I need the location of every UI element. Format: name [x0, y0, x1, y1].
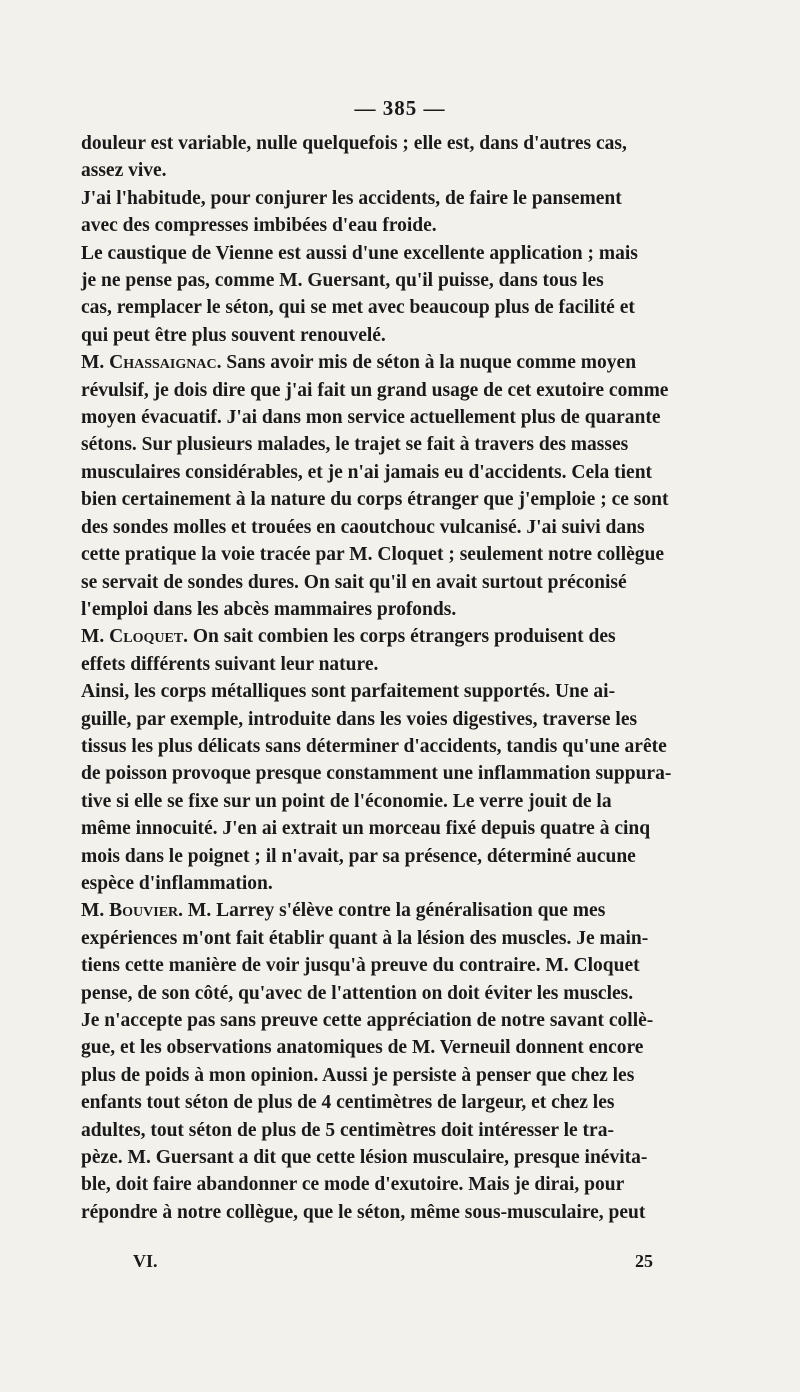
paragraph: J'ai l'habitude, pour conjurer les accidents, de faire le pansement avec des compresses imbibées d'eau froide.	[81, 187, 622, 237]
paragraph: Ainsi, les corps métalliques sont parfaitement supportés. Une ai- guille, par exemple, introduite dans les voies digestives, traverse les tissus les plus délicats sans déterminer d'accidents, tandis qu'une arête de poisson provoque presque constamment une inflammation suppura- tive si elle se fixe sur un point de l'économie. Le verre jouit de la même innocuité. J'en ai extrait un morceau fixé depuis quatre à cinq mois dans le poignet ; il n'avait, par sa présence, déterminé aucune espèce d'inflammation.	[81, 681, 672, 894]
signature-mark: 25	[635, 1251, 653, 1271]
paragraph: M. Chassaignac. Sans avoir mis de séton à la nuque comme moyen révulsif, je dois dire que j'ai fait un grand usage de cet exutoire comme moyen évacuatif. J'ai dans mon service actuellement plus de quarante sétons. Sur plusieurs malades, le trajet se fait à travers des masses musculaires considérables, et je n'ai jamais eu d'accidents. Cela tient bien certainement à la nature du corps étranger que j'emploie ; ce sont des sondes molles et trouées en caoutchouc vulcanisé. J'ai suivi dans cette pratique la voie tracée par M. Cloquet ; seulement notre collègue se servait de sondes dures. On sait qu'il en avait surtout préconisé l'emploi dans les abcès mammaires profonds.	[81, 352, 669, 620]
paragraph: douleur est variable, nulle quelquefois ; elle est, dans d'autres cas, assez vive.	[81, 133, 627, 182]
page-number: — 385 —	[354, 96, 446, 120]
paragraph: Le caustique de Vienne est aussi d'une excellente application ; mais je ne pense pas, comme M. Guersant, qu'il puisse, dans tous les cas, remplacer le séton, qui se met avec beaucoup plus de facilité et qui peut être plus souvent renouvelé.	[81, 242, 638, 346]
paragraph: M. Cloquet. On sait combien les corps étrangers produisent des effets différents suivant leur nature.	[81, 626, 616, 675]
body-text	[81, 130, 699, 1226]
volume-number: VI.	[133, 1251, 158, 1271]
speaker-name: M. Cloquet.	[81, 626, 189, 648]
speaker-name: M. Bouvier.	[81, 900, 184, 922]
paragraph: M. Bouvier. M. Larrey s'élève contre la généralisation que mes expériences m'ont fait établir quant à la lésion des muscles. Je main- tiens cette manière de voir jusqu'à preuve du contraire. M. Cloquet pense, de son côté, qu'avec de l'attention on doit éviter les muscles. Je n'accepte pas sans preuve cette appréciation de notre savant collè- gue, et les observations anatomiques de M. Verneuil donnent encore plus de poids à mon opinion. Aussi je persiste à penser que chez les enfants tout séton de plus de 4 centimètres de largeur, et chez les adultes, tout séton de plus de 5 centimètres doit intéresser le tra- pèze. M. Guersant a dit que cette lésion musculaire, presque inévita- ble, doit faire abandonner ce mode d'exutoire. Mais je dirai, pour répondre à notre collègue, que le séton, même sous-musculaire, peut	[81, 900, 654, 1223]
speaker-name: M. Chassaignac.	[81, 352, 222, 374]
